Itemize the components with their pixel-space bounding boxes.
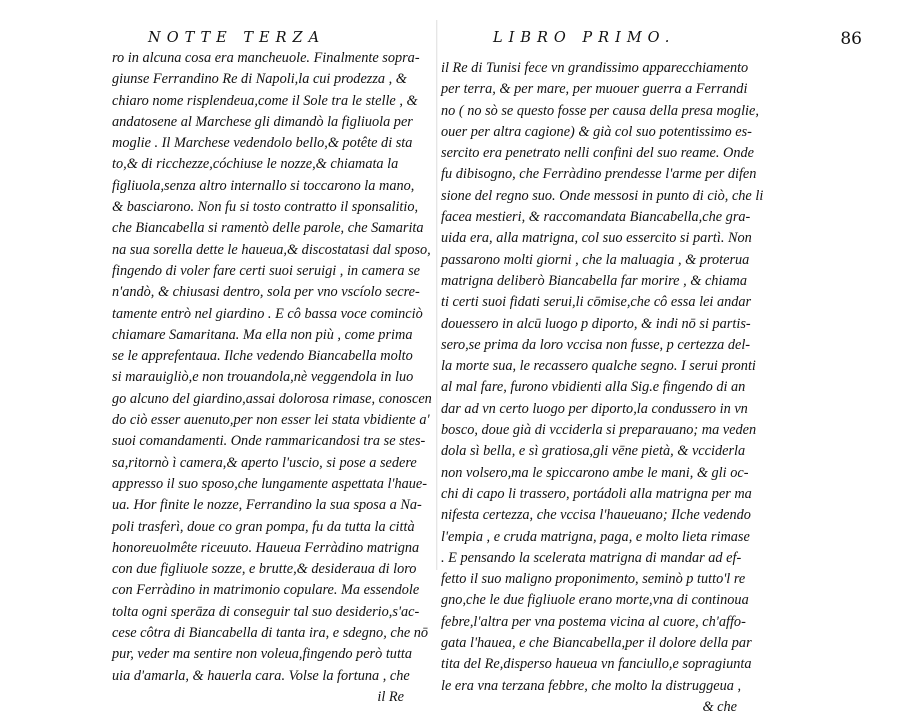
- catchword: & che: [702, 698, 737, 715]
- text-line: tolta ogni sperāza di conseguir tal suo desiderio,s'ac-: [112, 603, 420, 620]
- text-line: facea mestieri, & raccomandata Biancabella,che gra-: [441, 209, 751, 226]
- text-line: douessero in alcū luogo p diporto, & indi nō si partis-: [441, 315, 751, 332]
- text-line: to,& di ricchezze,cóchiuse le nozze,& chiamata la: [112, 156, 399, 173]
- text-line: figliuola,senza altro internallo si toccarono la mano,: [112, 177, 415, 194]
- left-text-block: [112, 48, 432, 708]
- text-line: gno,che le due figliuole erano morte,vna di continoua: [441, 592, 749, 609]
- text-line: do ciò esser auenuto,per non esser lei stata vbidiente a': [112, 412, 430, 429]
- text-line: sione del regno suo. Onde messosi in punto di ciò, che li: [441, 187, 764, 204]
- text-line: matrigna deliberò Biancabella far morire , & chiama: [441, 272, 748, 289]
- text-line: la morte sua, le recassero qualche segno. I serui pronti: [441, 358, 756, 375]
- text-line: bosco, doue già di vcciderla si preparauano; ma veden: [441, 422, 757, 439]
- text-line: dar ad vn certo luogo per diporto,la condussero in vn: [441, 400, 748, 417]
- text-line: con due figliuole sozze, e brutte,& desideraua di loro: [112, 561, 417, 578]
- right-page: [438, 0, 900, 715]
- text-line: poli trasferì, doue co gran pompa, fu da tutta la città: [112, 518, 415, 535]
- text-line: go alcuno del giardino,assai dolorosa rimase, conoscen: [112, 390, 432, 407]
- text-line: per terra, & per mare, per muouer guerra a Ferrandi: [441, 81, 748, 98]
- text-line: ouer per altra cagione) & già col suo potentissimo es-: [441, 123, 752, 140]
- text-line: uida era, alla matrigna, col suo essercito si partì. Non: [441, 230, 752, 247]
- text-line: fetto il suo maligno proponimento, seminò p tutto'l re: [441, 571, 746, 588]
- text-line: cese côtra di Biancabella di tanta ira, e sdegno, che nō: [112, 625, 429, 642]
- text-line: ua. Hor finite le nozze, Ferrandino la sua sposa a Na-: [112, 497, 422, 514]
- text-line: & basciarono. Non fu si tosto contratto il sponsalitio,: [112, 199, 419, 216]
- text-line: pur, veder ma sentire non voleua,fingendo però tutta: [112, 646, 413, 663]
- text-line: ro in alcuna cosa era mancheuole. Finalmente sopra-: [112, 50, 420, 66]
- right-text-block: [441, 58, 763, 718]
- text-line: dola sì bella, e sì gratiosa,gli vēne pietà, & vcciderla: [441, 443, 746, 460]
- text-line: andatosene al Marchese gli dimandò la figliuola per: [112, 113, 413, 130]
- text-line: moglie . Il Marchese vedendolo bello,& potête di sta: [112, 135, 413, 152]
- text-line: chiaro nome risplendeua,come il Sole tra le stelle , &: [112, 92, 418, 109]
- text-line: uia d'amarla, & hauerla cara. Volse la fortuna , che: [112, 667, 410, 684]
- page-number: 86: [840, 29, 862, 49]
- text-line: fingendo di voler fare certi suoi seruigi , in camera se: [112, 262, 420, 279]
- text-line: passarono molti giorni , che la maluagia , & proterua: [441, 251, 750, 268]
- text-line: il Re di Tunisi fece vn grandissimo apparecchiamento: [441, 60, 749, 76]
- text-line: sero,se prima da loro vccisa non fusse, p certezza del-: [441, 336, 751, 353]
- text-line: con Ferràdino in matrimonio copulare. Ma essendole: [112, 582, 420, 599]
- text-line: giunse Ferrandino Re di Napoli,la cui prodezza , &: [112, 71, 407, 88]
- text-line: sa,ritornò ì camera,& aperto l'uscio, si pose a sedere: [112, 454, 417, 471]
- text-line: le era vna terzana febbre, che molto la distruggeua ,: [441, 677, 742, 694]
- text-line: suoi comandamenti. Onde rammaricandosi tra se stes-: [112, 433, 426, 450]
- text-line: chiamare Samaritana. Ma ella non più , come prima: [112, 326, 413, 343]
- text-line: febre,l'altra per vna postema vicina al cuore, ch'affo-: [441, 613, 746, 630]
- text-line: na sua sorella dette le haueua,& discostatasi dal sposo,: [112, 241, 431, 258]
- text-line: n'andò, & chiusasi dentro, sola per vno vscíolo secre-: [112, 284, 420, 301]
- text-line: no ( no sò se questo fosse per causa della presa moglie,: [441, 102, 759, 119]
- text-line: honoreuolmête riceuuto. Haueua Ferràdino matrigna: [112, 539, 420, 556]
- text-line: si marauigliò,e non trouandola,nè veggendola in luo: [112, 369, 414, 386]
- text-line: ti certi suoi fidati serui,li cōmise,che cô essa lei andar: [441, 294, 752, 311]
- left-page: [0, 0, 438, 705]
- text-line: appresso il suo sposo,che lungamente aspettata l'haue-: [112, 475, 428, 492]
- text-line: che Biancabella si ramentò delle parole, che Samarita: [112, 220, 424, 237]
- text-line: al mal fare, furono vbidienti alla Sig.e fingendo di an: [441, 379, 746, 396]
- text-line: gata l'hauea, e che Biancabella,per il dolore della par: [441, 635, 752, 652]
- text-line: tamente entrò nel giardino . E cô bassa voce cominciò: [112, 305, 423, 322]
- text-line: se le apprefentaua. Ilche vedendo Biancabella molto: [112, 348, 413, 365]
- text-line: . E pensando la scelerata matrigna di mandar ad ef-: [441, 549, 742, 566]
- left-running-head: NOTTE TERZA: [148, 30, 326, 46]
- text-line: nifesta certezza, che vccisa l'haueuano; Ilche vedendo: [441, 507, 751, 524]
- text-line: tita del Re,disperso haueua vn fanciullo,e sopragiunta: [441, 656, 752, 673]
- text-line: non volsero,ma le spiccarono ambe le mani, & gli oc-: [441, 464, 749, 481]
- text-line: l'empia , e cruda matrigna, paga, e molto lieta rimase: [441, 528, 750, 545]
- text-line: sercito era penetrato nelli confini del suo reame. Onde: [441, 145, 755, 162]
- right-running-head: LIBRO PRIMO.: [493, 30, 676, 46]
- text-line: fu dibisogno, che Ferràdino prendesse l'arme per difen: [441, 166, 757, 183]
- catchword: il Re: [377, 688, 404, 705]
- text-line: chi di capo li trassero, portádoli alla matrigna per ma: [441, 485, 752, 502]
